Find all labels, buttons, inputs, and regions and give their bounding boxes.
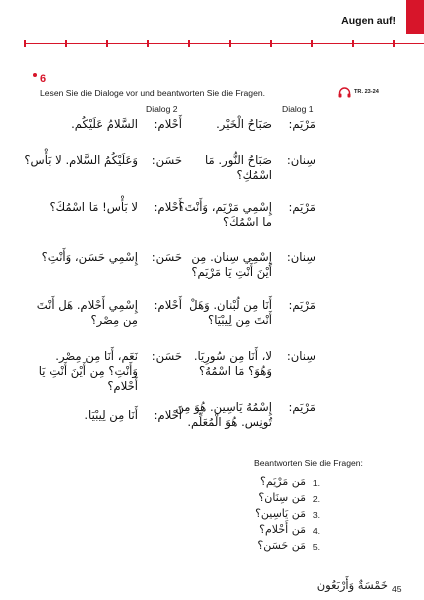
dialog2-heading: Dialog 2 xyxy=(146,104,178,114)
dialog2-line: وَأَنْتِ؟ مِن أَيْنَ أَنْتِ يَا xyxy=(38,364,138,378)
questions-heading: Beantworten Sie die Fragen: xyxy=(254,458,363,468)
rule-tick xyxy=(24,40,26,47)
page-number-words: خَمْسَةٌ وَأَرْبَعُون xyxy=(316,578,388,592)
question-item xyxy=(250,474,320,490)
question-text: مَن أَحْلام؟ xyxy=(259,523,306,536)
question-number: 2. xyxy=(312,494,320,504)
dialog2-line: السَّلامُ عَلَيْكُم. xyxy=(71,117,138,131)
dialog2-speaker: حَسَن: xyxy=(151,250,182,264)
dialog2-speaker: حَسَن: xyxy=(151,153,182,167)
header-rule xyxy=(24,43,424,44)
question-item xyxy=(250,506,320,522)
rule-tick xyxy=(311,40,313,47)
question-text: مَن يَاسِين؟ xyxy=(255,507,306,520)
dialog2-speaker: أَحْلام: xyxy=(153,298,182,312)
question-item xyxy=(250,538,320,554)
exercise-instruction: Lesen Sie die Dialoge vor und beantworten Sie die Fragen. xyxy=(40,88,266,98)
question-number: 4. xyxy=(312,526,320,536)
dialog1-heading: Dialog 1 xyxy=(282,104,314,114)
audio-track-label: TR. 23-24 xyxy=(354,89,379,95)
dialog1-line: إِسْمِي مَرْيَم، وَأَنْتَ؟ xyxy=(178,200,272,214)
rule-tick xyxy=(352,40,354,47)
dialog1-line: اسْمُكِ؟ xyxy=(236,168,272,182)
chapter-title: Augen auf! xyxy=(341,15,396,27)
rule-tick xyxy=(229,40,231,47)
dialog2-line: نَعَم، أَنَا مِن مِصْر. xyxy=(55,349,138,363)
question-text: مَن سِنَان؟ xyxy=(258,491,306,504)
rule-tick xyxy=(270,40,272,47)
exercise-marker-dot xyxy=(33,73,37,77)
question-number: 5. xyxy=(312,542,320,552)
dialog1-line: أَيْنَ أَنْتِ يَا مَرْيَم؟ xyxy=(191,265,272,279)
question-item xyxy=(250,490,320,506)
rule-tick xyxy=(188,40,190,47)
dialog2-line: لا بَأْس! مَا اسْمُكَ؟ xyxy=(49,200,138,214)
dialog2-line: أَحْلام؟ xyxy=(107,379,138,393)
dialog1-speaker: سِنان: xyxy=(286,153,316,167)
question-number: 1. xyxy=(312,478,320,488)
rule-tick xyxy=(106,40,108,47)
dialog1-line: أَنَا مِن لُبْنان. وَهَلْ xyxy=(189,298,272,312)
question-text: مَن حَسَن؟ xyxy=(257,539,306,552)
rule-tick xyxy=(147,40,149,47)
dialog1-line: أَنْتَ مِن لِيبْيَا؟ xyxy=(208,313,272,327)
dialog1-line: إِسْمُهُ يَاسِين. هُوَ مِن xyxy=(175,400,272,414)
question-number: 3. xyxy=(312,510,320,520)
dialog1-speaker: مَرْيَم: xyxy=(288,298,316,312)
dialog1-line: لا، أَنَا مِن سُورِيَا. xyxy=(193,349,272,363)
dialog2-speaker: أَحْلام: xyxy=(153,200,182,214)
dialog1-line: صَبَاحُ النُّور. مَا xyxy=(205,153,272,167)
dialog2-speaker: أَحْلام: xyxy=(153,408,182,422)
dialog2-line: إِسْمِي حَسَن، وَأَنْتِ؟ xyxy=(41,250,138,264)
rule-tick xyxy=(65,40,67,47)
dialog1-speaker: مَرْيَم: xyxy=(288,117,316,131)
question-text: مَن مَرْيَم؟ xyxy=(260,475,306,488)
dialog2-speaker: حَسَن: xyxy=(151,349,182,363)
dialog1-speaker: سِنان: xyxy=(286,250,316,264)
dialog2-line: أَنَا مِن لِيبْيَا. xyxy=(84,408,138,422)
dialog1-speaker: سِنان: xyxy=(286,349,316,363)
headphones-icon[interactable] xyxy=(338,87,351,98)
dialog1-line: ما اسْمُكَ؟ xyxy=(223,215,272,229)
exercise-number: 6 xyxy=(40,73,47,85)
dialog1-line: وَهُوَ؟ مَا اسْمُهُ؟ xyxy=(199,364,272,378)
dialog1-line: تُونِس. هُوَ الْمُعَلِّم. xyxy=(187,415,272,429)
chapter-tab xyxy=(406,0,424,34)
dialog2-line: إِسْمِي أَحْلام. هَل أَنْتَ xyxy=(36,298,138,312)
question-item xyxy=(250,522,320,538)
dialog2-line: وَعَلَيْكُمُ السَّلام. لا بَأْس؟ xyxy=(24,153,138,167)
rule-tick xyxy=(393,40,395,47)
dialog2-line: مِن مِصْر؟ xyxy=(90,313,138,327)
dialog1-speaker: مَرْيَم: xyxy=(288,400,316,414)
dialog2-speaker: أَحْلام: xyxy=(153,117,182,131)
dialog1-speaker: مَرْيَم: xyxy=(288,200,316,214)
page-number: 45 xyxy=(392,584,402,594)
dialog1-line: صَبَاحُ الْخَيْر. xyxy=(216,117,272,131)
dialog1-line: إِسْمِي سِنان. مِن xyxy=(191,250,272,264)
